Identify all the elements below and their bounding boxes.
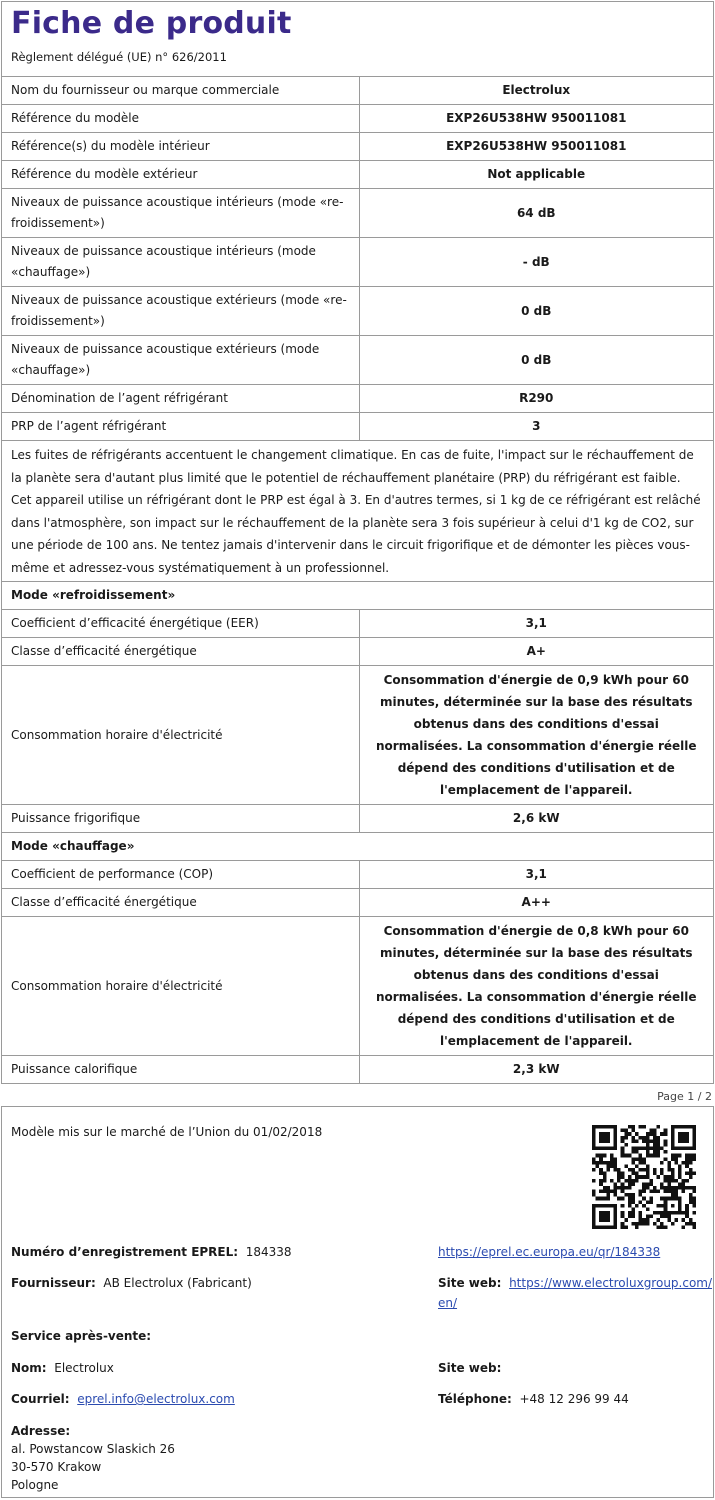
row-value: 2,3 kW [359,1056,713,1084]
website-label: Site web: [438,1276,502,1290]
row-value: 3,1 [359,861,713,889]
row-value: 0 dB [359,287,713,336]
row-value: 64 dB [359,189,713,238]
table-row [2,105,713,133]
email-link[interactable]: eprel.info@electrolux.com [77,1392,235,1406]
table-row [2,610,713,638]
row-value: 2,6 kW [359,805,713,833]
table-row [2,805,713,833]
row-label: Nom du fournisseur ou marque commerciale [2,77,359,105]
table-row [2,666,713,805]
table-row [2,582,713,610]
address-line: Pologne [11,1478,59,1492]
eprel-registration [11,1242,292,1262]
table-row [2,287,713,336]
market-date: Modèle mis sur le marché de l’Union du 01/02/2018 [11,1125,323,1139]
website-link[interactable]: https://www.electroluxgroup.com/ [509,1276,713,1290]
title-block [2,2,713,77]
row-label: Coefficient d’efficacité énergétique (EER) [2,610,359,638]
row-value: A+ [359,638,713,666]
row-value: A++ [359,889,713,917]
row-label: Niveaux de puissance acoustique intérieurs (mode «re-froidissement») [2,189,359,238]
address-line: al. Powstancow Slaskich 26 [11,1442,175,1456]
row-label: PRP de l’agent réfrigérant [2,413,359,441]
table-row [2,638,713,666]
row-label: Puissance frigorifique [2,805,359,833]
row-label: Référence(s) du modèle intérieur [2,133,359,161]
regulation-reference: Règlement délégué (UE) n° 626/2011 [11,50,227,64]
table-row [2,385,713,413]
row-label: Classe d’efficacité énergétique [2,638,359,666]
row-label: Dénomination de l’agent réfrigérant [2,385,359,413]
row-label: Référence du modèle extérieur [2,161,359,189]
page-number: Page 1 / 2 [657,1090,712,1103]
qr-code-icon [592,1125,696,1229]
row-label: Référence du modèle [2,105,359,133]
row-value: Consommation d'énergie de 0,9 kWh pour 60 minutes, déterminée sur la base des résultats obtenus dans des conditions d'essai normalisées. La consommation d'énergie réelle dépend des conditions d'utilisation et de l'emplacement de l'appareil. [359,666,713,805]
supplier-value: AB Electrolux (Fabricant) [103,1276,252,1290]
phone-row [438,1389,629,1409]
row-label: Consommation horaire d'électricité [2,666,359,805]
table-row [2,917,713,1056]
phone-value: +48 12 296 99 44 [519,1392,629,1406]
service-name-row [11,1358,114,1378]
service-website-label: Site web: [438,1361,502,1375]
product-sheet [1,1,714,1084]
registration-sheet [1,1106,714,1498]
row-label: Classe d’efficacité énergétique [2,889,359,917]
website-link-continued[interactable]: en/ [438,1296,458,1310]
table-row [2,889,713,917]
cooling-mode-heading: Mode «refroidissement» [2,582,713,610]
email-row [11,1389,235,1409]
table-row [2,161,713,189]
address-block [11,1422,175,1494]
page-title: Fiche de produit [11,6,292,41]
table-row [2,1056,713,1084]
eprel-link[interactable]: https://eprel.ec.europa.eu/qr/184338 [438,1245,661,1259]
eprel-number: 184338 [245,1245,292,1259]
row-value: Not applicable [359,161,713,189]
row-value: 0 dB [359,336,713,385]
service-website-row [438,1358,501,1378]
row-value: EXP26U538HW 950011081 [359,133,713,161]
row-label: Niveaux de puissance acoustique extérieurs (mode «re-froidissement») [2,287,359,336]
eprel-label: Numéro d’enregistrement EPREL: [11,1245,239,1259]
name-value: Electrolux [54,1361,114,1375]
row-label: Coefficient de performance (COP) [2,861,359,889]
table-row [2,189,713,238]
table-row [2,133,713,161]
address-label: Adresse: [11,1424,71,1438]
row-label: Niveaux de puissance acoustique extérieurs (mode «chauffage») [2,336,359,385]
row-label: Puissance calorifique [2,1056,359,1084]
address-line: 30-570 Krakow [11,1460,102,1474]
website-row [438,1273,712,1313]
eprel-link-row [438,1242,660,1262]
table-row [2,336,713,385]
row-label: Consommation horaire d'électricité [2,917,359,1056]
row-value: 3,1 [359,610,713,638]
table-row [2,413,713,441]
row-value: - dB [359,238,713,287]
name-label: Nom: [11,1361,47,1375]
row-label: Niveaux de puissance acoustique intérieurs (mode «chauffage») [2,238,359,287]
table-row [2,833,713,861]
service-heading: Service après-vente: [11,1329,152,1343]
heating-mode-heading: Mode «chauffage» [2,833,713,861]
table-row [2,861,713,889]
row-value: EXP26U538HW 950011081 [359,105,713,133]
supplier-row [11,1273,252,1293]
table-row [2,238,713,287]
spec-table [2,77,713,1083]
row-value: 3 [359,413,713,441]
table-row [2,441,713,582]
row-value: Consommation d'énergie de 0,8 kWh pour 60 minutes, déterminée sur la base des résultats obtenus dans des conditions d'essai normalisées. La consommation d'énergie réelle dépend des conditions d'utilisation et de l'emplacement de l'appareil. [359,917,713,1056]
row-value: R290 [359,385,713,413]
refrigerant-note: Les fuites de réfrigérants accentuent le changement climatique. En cas de fuite, l'impact sur le réchauffement de la planète sera d'autant plus limité que le potentiel de réchauffement planétaire (PRP) du réfrigérant est faible. Cet appareil utilise un réfrigérant dont le PRP est égal à 3. En d'autres termes, si 1 kg de ce réfrigérant est relâché dans l'atmosphère, son impact sur le réchauffement de la planète sera 3 fois supérieur à celui d'1 kg de CO2, sur une période de 100 ans. Ne tentez jamais d'intervenir dans le circuit frigorifique et de démonter les pièces vous-même et adressez-vous systématiquement à un professionnel. [2,441,713,582]
supplier-label: Fournisseur: [11,1276,96,1290]
row-value: Electrolux [502,83,571,97]
email-label: Courriel: [11,1392,70,1406]
table-row [2,77,713,105]
phone-label: Téléphone: [438,1392,512,1406]
